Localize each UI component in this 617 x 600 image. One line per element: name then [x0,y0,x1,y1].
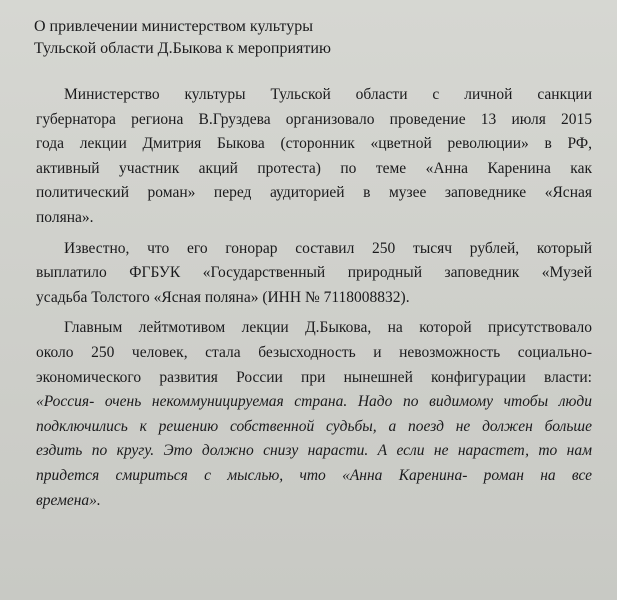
text-line: Главным лейтмотивом лекции Д.Быкова, на которой присутствовало [64,319,592,337]
paragraph-ministry [36,83,592,231]
quote-line: «Россия- очень некоммуницируемая страна. Надо по видимому чтобы люди [36,393,592,411]
text-line: выплатило ФГБУК «Государственный природный заповедник «Музей [36,264,592,282]
quote-line: придется смириться с мыслью, что «Анна Каренина- роман на все [36,466,592,484]
title-line: О привлечении министерством культуры [34,18,313,35]
text-line: Известно, что его гонорар составил 250 тысяч рублей, который [64,239,592,257]
title-line: Тульской области Д.Быкова к мероприятию [34,40,331,57]
text-line: поляна». [36,208,94,226]
paragraph-fee [36,237,592,311]
text-line: политический роман» перед аудиторией в музее заповеднике «Ясная [36,184,592,202]
quote-line: времена». [36,491,101,509]
text-line: губернатора региона В.Груздева организовало проведение 13 июля 2015 [36,110,592,128]
text-line: активный участник акций протеста) по теме «Анна Каренина как [36,159,592,177]
document-title [34,16,331,60]
text-line: Министерство культуры Тульской области с личной санкции [64,86,592,103]
quote-line: ездить по кругу. Это должно снизу нарасти. А если не нарастет, то нам [36,442,592,460]
text-line: усадьба Толстого «Ясная поляна» (ИНН № 7118008832). [36,288,410,306]
quote-line: подключились к решению собственной судьбы, а поезд не должен больше [36,417,592,435]
text-line: года лекции Дмитрия Быкова (сторонник «цветной революции» в РФ, [36,135,592,153]
paragraph-lecture [36,316,592,513]
text-line: экономического развития России при нынешней конфигурации власти: [36,368,592,386]
document-body [36,83,592,513]
text-line: около 250 человек, стала безысходность и невозможность социально- [36,343,592,361]
